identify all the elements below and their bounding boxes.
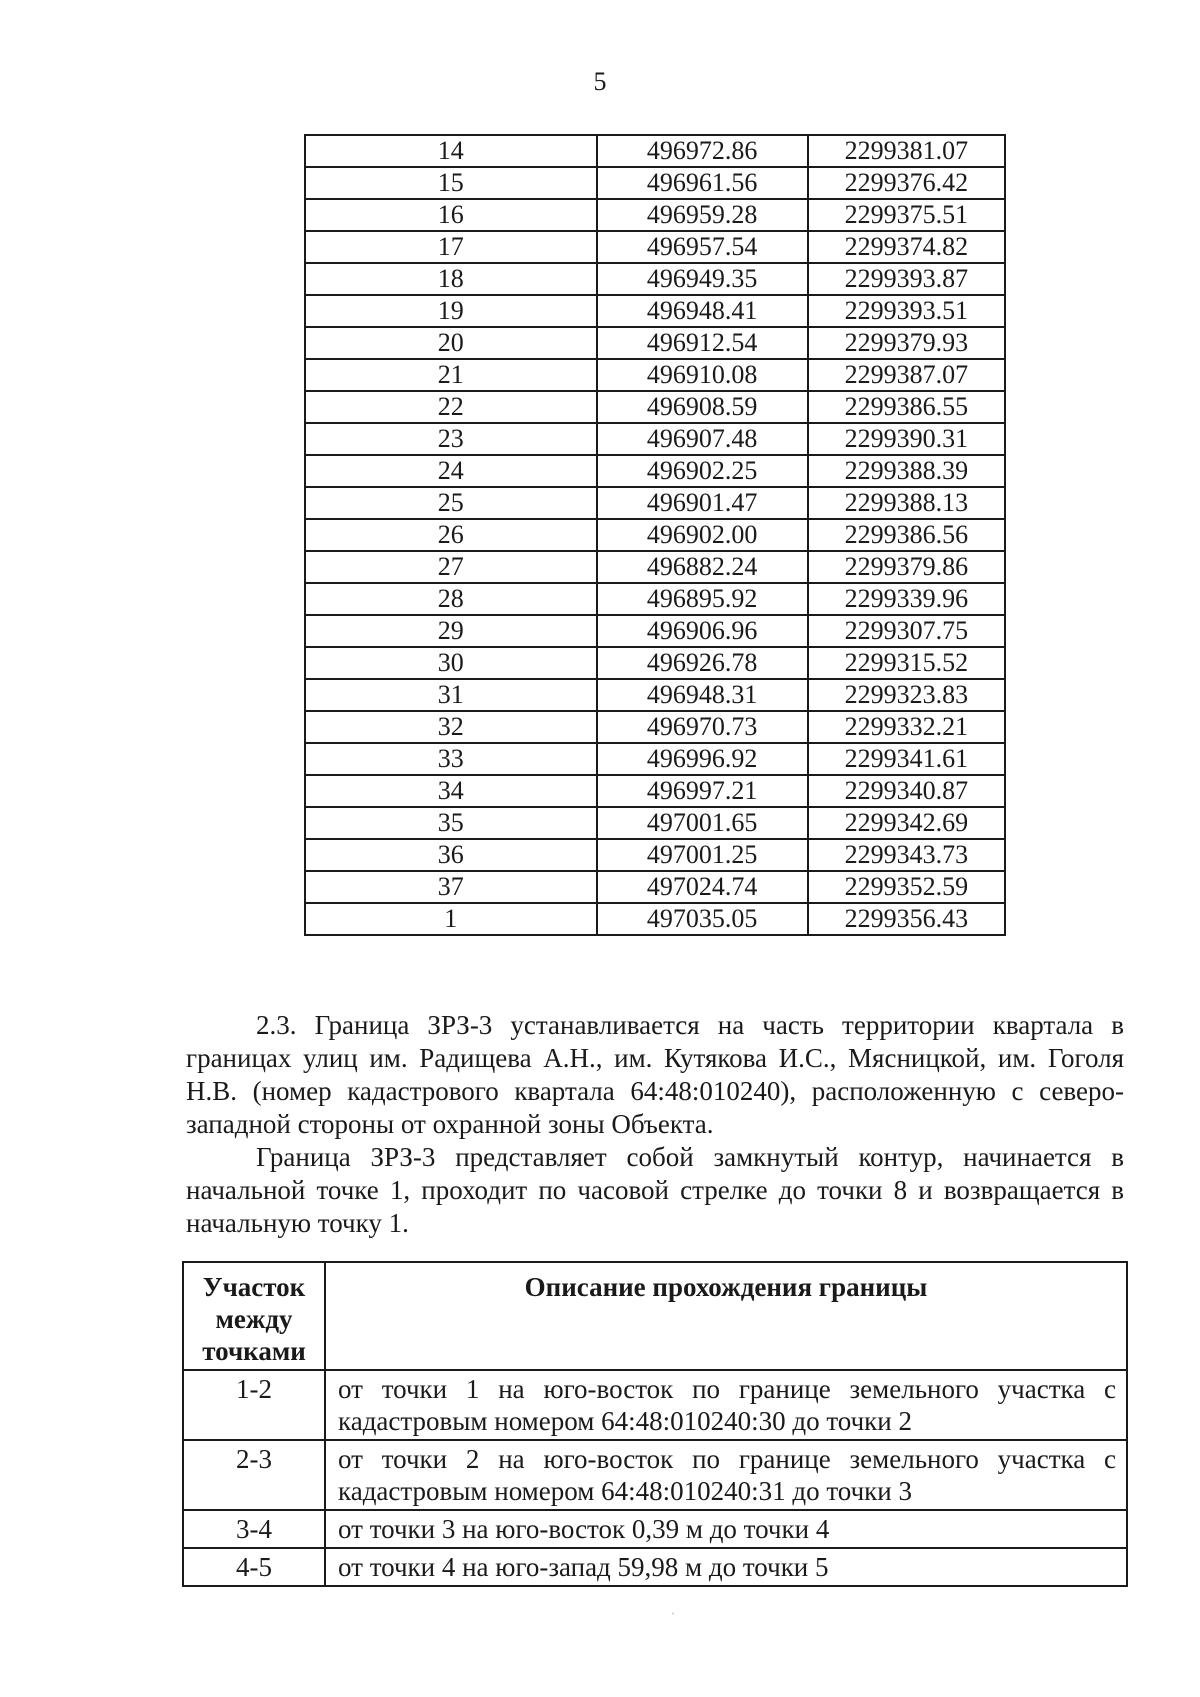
table-row [305, 551, 1005, 583]
description-cell: от точки 3 на юго-восток 0,39 м до точки 4 [325, 1510, 1127, 1548]
y-coordinate-cell: 2299375.51 [808, 199, 1005, 231]
point-number-cell: 32 [305, 711, 597, 743]
x-coordinate-cell: 496882.24 [597, 551, 808, 583]
table-row [305, 775, 1005, 807]
x-coordinate-cell: 496959.28 [597, 199, 808, 231]
point-number-cell: 20 [305, 327, 597, 359]
table-row [305, 391, 1005, 423]
point-number-cell: 14 [305, 135, 597, 167]
table-row [305, 423, 1005, 455]
x-coordinate-cell: 497001.65 [597, 807, 808, 839]
y-coordinate-cell: 2299376.42 [808, 167, 1005, 199]
point-number-cell: 36 [305, 839, 597, 871]
x-coordinate-cell: 496948.41 [597, 295, 808, 327]
y-coordinate-cell: 2299342.69 [808, 807, 1005, 839]
y-coordinate-cell: 2299386.56 [808, 519, 1005, 551]
point-number-cell: 25 [305, 487, 597, 519]
point-number-cell: 19 [305, 295, 597, 327]
table-row [305, 679, 1005, 711]
x-coordinate-cell: 496949.35 [597, 263, 808, 295]
point-number-cell: 30 [305, 647, 597, 679]
point-number-cell: 15 [305, 167, 597, 199]
scan-mark: ˈ [671, 1610, 675, 1624]
x-coordinate-cell: 496996.92 [597, 743, 808, 775]
point-number-cell: 31 [305, 679, 597, 711]
y-coordinate-cell: 2299323.83 [808, 679, 1005, 711]
y-coordinate-cell: 2299386.55 [808, 391, 1005, 423]
table-row [183, 1370, 1127, 1440]
x-coordinate-cell: 496908.59 [597, 391, 808, 423]
point-number-cell: 23 [305, 423, 597, 455]
x-coordinate-cell: 496957.54 [597, 231, 808, 263]
point-number-cell: 28 [305, 583, 597, 615]
y-coordinate-cell: 2299332.21 [808, 711, 1005, 743]
x-coordinate-cell: 496907.48 [597, 423, 808, 455]
y-coordinate-cell: 2299340.87 [808, 775, 1005, 807]
point-number-cell: 22 [305, 391, 597, 423]
point-number-cell: 37 [305, 871, 597, 903]
point-number-cell: 1 [305, 903, 597, 935]
point-number-cell: 27 [305, 551, 597, 583]
table-row [305, 839, 1005, 871]
table-row [305, 199, 1005, 231]
y-coordinate-cell: 2299387.07 [808, 359, 1005, 391]
point-number-cell: 29 [305, 615, 597, 647]
point-number-cell: 34 [305, 775, 597, 807]
table-row [305, 487, 1005, 519]
y-coordinate-cell: 2299343.73 [808, 839, 1005, 871]
point-number-cell: 33 [305, 743, 597, 775]
y-coordinate-cell: 2299356.43 [808, 903, 1005, 935]
y-coordinate-cell: 2299393.87 [808, 263, 1005, 295]
table-row [305, 871, 1005, 903]
point-number-cell: 26 [305, 519, 597, 551]
x-coordinate-cell: 496948.31 [597, 679, 808, 711]
segment-cell: 2-3 [183, 1440, 325, 1510]
segment-cell: 1-2 [183, 1370, 325, 1440]
table-row [305, 359, 1005, 391]
coordinates-table [304, 134, 1006, 936]
x-coordinate-cell: 497024.74 [597, 871, 808, 903]
boundary-description-table [182, 1261, 1128, 1587]
y-coordinate-cell: 2299307.75 [808, 615, 1005, 647]
x-coordinate-cell: 496906.96 [597, 615, 808, 647]
table-row [305, 455, 1005, 487]
table-row [305, 519, 1005, 551]
paragraph-zone-boundary: 2.3. Граница ЗРЗ-3 устанавливается на часть территории квартала в границах улиц им. Радищева А.Н., им. Кутякова И.С., Мясницкой, им. Гоголя Н.В. (номер кадастрового квартала 64:48:010240), расположенную с северо-западной стороны от охранной зоны Объекта. [186, 1010, 1124, 1139]
header-description: Описание прохождения границы [325, 1262, 1127, 1370]
segment-cell: 4-5 [183, 1548, 325, 1586]
table-row [183, 1548, 1127, 1586]
y-coordinate-cell: 2299315.52 [808, 647, 1005, 679]
y-coordinate-cell: 2299341.61 [808, 743, 1005, 775]
y-coordinate-cell: 2299381.07 [808, 135, 1005, 167]
x-coordinate-cell: 496902.25 [597, 455, 808, 487]
y-coordinate-cell: 2299352.59 [808, 871, 1005, 903]
table-row [305, 711, 1005, 743]
table-row [305, 327, 1005, 359]
x-coordinate-cell: 496972.86 [597, 135, 808, 167]
table-row [305, 807, 1005, 839]
table-row [305, 263, 1005, 295]
y-coordinate-cell: 2299379.86 [808, 551, 1005, 583]
description-cell: от точки 1 на юго-восток по границе земельного участка с кадастровым номером 64:48:010240:30 до точки 2 [325, 1370, 1127, 1440]
y-coordinate-cell: 2299390.31 [808, 423, 1005, 455]
x-coordinate-cell: 496912.54 [597, 327, 808, 359]
x-coordinate-cell: 497001.25 [597, 839, 808, 871]
point-number-cell: 24 [305, 455, 597, 487]
point-number-cell: 16 [305, 199, 597, 231]
x-coordinate-cell: 497035.05 [597, 903, 808, 935]
x-coordinate-cell: 496910.08 [597, 359, 808, 391]
table-row [305, 743, 1005, 775]
y-coordinate-cell: 2299374.82 [808, 231, 1005, 263]
x-coordinate-cell: 496997.21 [597, 775, 808, 807]
table-row [305, 167, 1005, 199]
point-number-cell: 35 [305, 807, 597, 839]
table-row [183, 1440, 1127, 1510]
point-number-cell: 17 [305, 231, 597, 263]
table-row [305, 231, 1005, 263]
table-row [305, 135, 1005, 167]
point-number-cell: 21 [305, 359, 597, 391]
y-coordinate-cell: 2299339.96 [808, 583, 1005, 615]
x-coordinate-cell: 496901.47 [597, 487, 808, 519]
x-coordinate-cell: 496970.73 [597, 711, 808, 743]
paragraph-contour-description: Граница ЗРЗ-3 представляет собой замкнутый контур, начинается в начальной точке 1, проходит по часовой стрелке до точки 8 и возвращается в начальную точку 1. [186, 1142, 1124, 1238]
y-coordinate-cell: 2299393.51 [808, 295, 1005, 327]
x-coordinate-cell: 496961.56 [597, 167, 808, 199]
point-number-cell: 18 [305, 263, 597, 295]
table-row [305, 647, 1005, 679]
segment-cell: 3-4 [183, 1510, 325, 1548]
y-coordinate-cell: 2299388.13 [808, 487, 1005, 519]
y-coordinate-cell: 2299388.39 [808, 455, 1005, 487]
coordinates-table-body [305, 135, 1005, 935]
x-coordinate-cell: 496926.78 [597, 647, 808, 679]
description-cell: от точки 2 на юго-восток по границе земельного участка с кадастровым номером 64:48:010240:31 до точки 3 [325, 1440, 1127, 1510]
x-coordinate-cell: 496895.92 [597, 583, 808, 615]
table-row [305, 615, 1005, 647]
table-header-row [183, 1262, 1127, 1370]
page-number: 5 [593, 67, 607, 96]
table-row [305, 295, 1005, 327]
table-row [183, 1510, 1127, 1548]
y-coordinate-cell: 2299379.93 [808, 327, 1005, 359]
header-segment: Участок между точками [183, 1262, 325, 1370]
table-row [305, 903, 1005, 935]
table-row [305, 583, 1005, 615]
x-coordinate-cell: 496902.00 [597, 519, 808, 551]
description-cell: от точки 4 на юго-запад 59,98 м до точки 5 [325, 1548, 1127, 1586]
boundary-description-body [183, 1370, 1127, 1586]
